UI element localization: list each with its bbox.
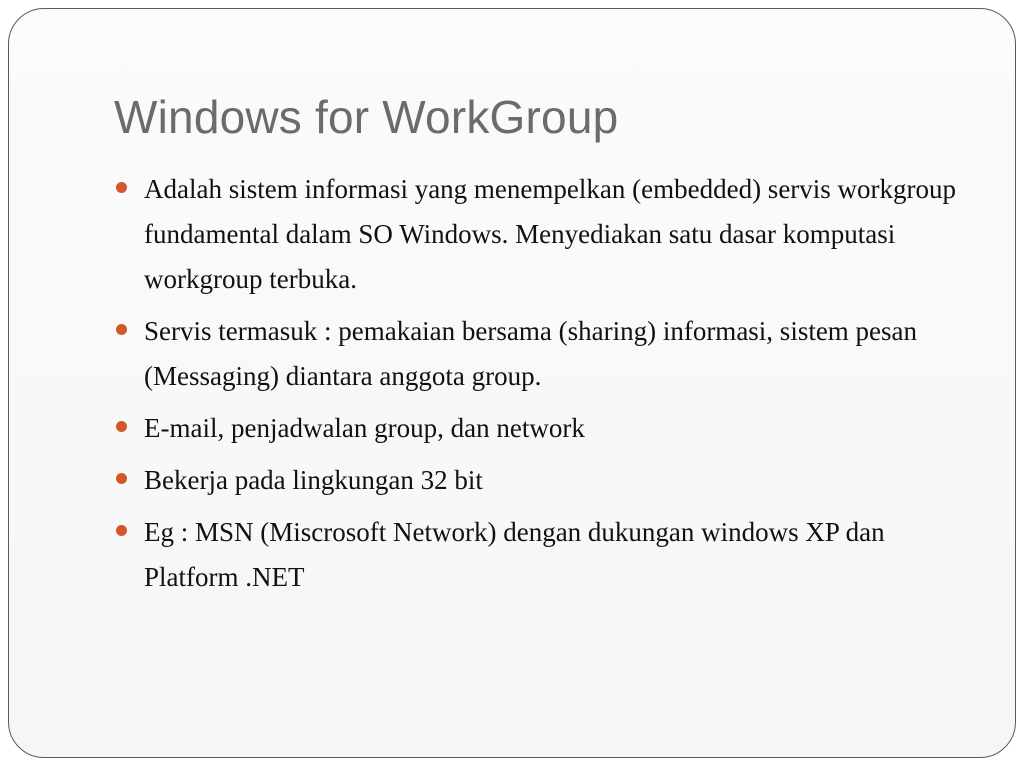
bullet-dot-icon bbox=[116, 473, 127, 484]
bullet-text: Adalah sistem informasi yang menempelkan (embedded) servis workgroup fundamental dalam SO Windows. Menyediakan satu dasar komputasi workgroup terbuka. bbox=[144, 174, 957, 294]
list-item bbox=[114, 458, 964, 503]
bullet-dot-icon bbox=[116, 525, 127, 536]
list-item bbox=[114, 406, 964, 451]
bullet-text: E-mail, penjadwalan group, dan network bbox=[144, 413, 585, 443]
bullet-dot-icon bbox=[116, 324, 127, 335]
bullet-text: Servis termasuk : pemakaian bersama (sharing) informasi, sistem pesan (Messaging) diantara anggota group. bbox=[144, 316, 918, 391]
bullet-text: Eg : MSN (Miscrosoft Network) dengan dukungan windows XP dan Platform .NET bbox=[144, 517, 885, 592]
list-item bbox=[114, 510, 964, 600]
list-item bbox=[114, 167, 964, 302]
bullet-dot-icon bbox=[116, 421, 127, 432]
bullet-text: Bekerja pada lingkungan 32 bit bbox=[144, 465, 483, 495]
bullet-dot-icon bbox=[116, 182, 127, 193]
list-item bbox=[114, 309, 964, 399]
slide-title: Windows for WorkGroup bbox=[114, 91, 619, 143]
bullet-list bbox=[114, 167, 964, 607]
